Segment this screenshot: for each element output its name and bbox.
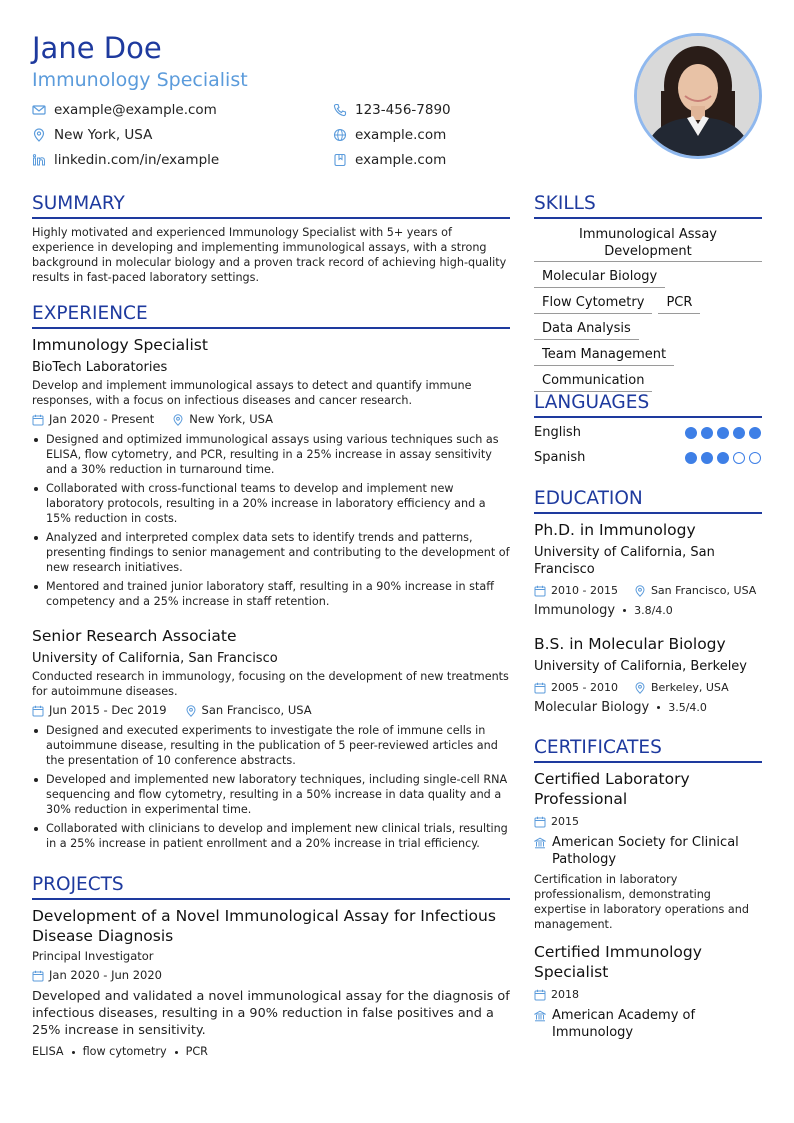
project-dates: Jan 2020 - Jun 2020 xyxy=(49,968,163,982)
calendar-icon xyxy=(534,585,546,597)
project-description: Developed and validated a novel immunological assay for the diagnosis of infectious diseases, resulting in a 90% reduction in false positives and a 25% increase in sensitivity. xyxy=(32,989,510,1038)
job-dates: Jun 2015 - Dec 2019 xyxy=(49,703,167,717)
job-title: Immunology Specialist xyxy=(32,336,208,354)
level-dot-filled xyxy=(749,427,761,439)
email-icon xyxy=(32,103,46,117)
calendar-icon xyxy=(534,989,546,1001)
location-pin-icon xyxy=(634,585,646,597)
skill-tag: Immunological Assay Development xyxy=(534,226,762,262)
profile-photo xyxy=(634,33,762,159)
bookmark-icon xyxy=(333,153,347,167)
project-tag: flow cytometry xyxy=(82,1045,167,1058)
project-tag: ELISA xyxy=(32,1045,64,1058)
skill-tag: Flow Cytometry xyxy=(534,292,652,314)
education-field-gpa xyxy=(534,602,762,619)
education-dates: 2010 - 2015 xyxy=(551,584,618,597)
education-degree: Ph.D. in Immunology xyxy=(534,521,696,539)
language-name: English xyxy=(534,425,581,440)
education-heading: EDUCATION xyxy=(534,487,762,514)
level-dot-filled xyxy=(733,427,745,439)
certificate-issuer: American Society for Clinical Pathology xyxy=(552,835,739,867)
contact-phone-text: 123-456-7890 xyxy=(355,102,451,118)
language-level-dots xyxy=(685,427,761,439)
skills-heading: SKILLS xyxy=(534,192,762,219)
calendar-icon xyxy=(32,705,44,717)
contact-linkedin[interactable] xyxy=(32,151,219,169)
job-description: Conducted research in immunology, focusing on the development of new treatments for autoimmune diseases. xyxy=(32,670,509,698)
job-location: San Francisco, USA xyxy=(201,703,312,717)
location-pin-icon xyxy=(185,705,197,717)
education-degree: B.S. in Molecular Biology xyxy=(534,635,726,653)
globe-icon xyxy=(333,128,347,142)
education-gpa: 3.5/4.0 xyxy=(668,701,707,714)
summary-heading: SUMMARY xyxy=(32,192,510,219)
languages-heading: LANGUAGES xyxy=(534,391,762,418)
candidate-title: Immunology Specialist xyxy=(32,69,248,91)
project-item xyxy=(32,906,510,1059)
location-pin-icon xyxy=(32,128,46,142)
education-school: University of California, Berkeley xyxy=(534,659,747,674)
skill-tag: Data Analysis xyxy=(534,318,639,340)
job-location: New York, USA xyxy=(189,412,274,426)
certificate-year: 2015 xyxy=(551,815,579,828)
job-bullets xyxy=(32,723,510,851)
contact-location-text: New York, USA xyxy=(54,127,153,143)
language-level-dots xyxy=(685,452,761,464)
education-item xyxy=(534,520,762,619)
education-location: San Francisco, USA xyxy=(650,584,757,597)
level-dot-filled xyxy=(685,452,697,464)
list-item: Analyzed and interpreted complex data sets to identify trends and patterns, presenting findings to senior management and contributing to the development of new research initiatives. xyxy=(32,530,510,575)
list-item: Mentored and trained junior laboratory staff, resulting in a 90% increase in staff competency and a 25% increase in staff retention. xyxy=(32,579,510,609)
education-dates: 2005 - 2010 xyxy=(551,681,618,694)
job-description: Develop and implement immunological assays to detect and quantify immune responses, with a focus on infectious diseases and cancer research. xyxy=(32,379,472,407)
education-field-gpa xyxy=(534,699,762,716)
contact-website-text: example.com xyxy=(355,127,447,143)
education-field: Molecular Biology xyxy=(534,700,650,715)
experience-heading: EXPERIENCE xyxy=(32,302,510,329)
level-dot-empty xyxy=(749,452,761,464)
job-company: BioTech Laboratories xyxy=(32,360,168,375)
job-bullets xyxy=(32,432,510,609)
job-company: University of California, San Francisco xyxy=(32,651,278,666)
institution-icon xyxy=(534,837,546,849)
skill-tag: Communication xyxy=(534,370,652,392)
certificate-description: Certification in laboratory professionalism, demonstrating expertise in laboratory operations and management. xyxy=(534,873,749,931)
institution-icon xyxy=(534,1010,546,1022)
contact-portfolio[interactable] xyxy=(333,151,446,169)
certificate-year: 2018 xyxy=(551,988,579,1001)
skill-tag: Team Management xyxy=(534,344,674,366)
contact-email[interactable] xyxy=(32,101,217,119)
education-meta xyxy=(534,583,762,598)
job-meta xyxy=(32,703,510,718)
skill-tag: PCR xyxy=(658,292,700,314)
contact-phone[interactable] xyxy=(333,101,451,119)
list-item: Designed and optimized immunological assays using various techniques such as ELISA, flow cytometry, and PCR, resulting in a 25% increase in assay sensitivity and a 30% reduction in turnaround time. xyxy=(32,432,510,477)
education-item xyxy=(534,634,762,716)
project-role: Principal Investigator xyxy=(32,949,154,963)
skills-list xyxy=(534,226,762,392)
certificate-issuer-row xyxy=(534,834,762,868)
certificate-item xyxy=(534,942,762,1041)
contact-location xyxy=(32,126,152,144)
experience-item xyxy=(32,335,510,613)
summary-text: Highly motivated and experienced Immunology Specialist with 5+ years of experience in developing and implementing immunological assays, with a strong background in molecular biology and a proven track record of achieving high-quality results in fast-paced laboratory settings. xyxy=(32,226,507,284)
location-pin-icon xyxy=(634,682,646,694)
linkedin-icon xyxy=(32,153,46,167)
certificate-title: Certified Laboratory Professional xyxy=(534,770,690,808)
experience-item xyxy=(32,626,510,855)
avatar-portrait-icon xyxy=(637,36,759,156)
skill-tag: Molecular Biology xyxy=(534,266,665,288)
job-dates: Jan 2020 - Present xyxy=(49,412,155,426)
level-dot-filled xyxy=(685,427,697,439)
contact-email-text: example@example.com xyxy=(54,102,217,118)
education-field: Immunology xyxy=(534,603,616,618)
level-dot-filled xyxy=(701,452,713,464)
calendar-icon xyxy=(32,970,44,982)
list-item: Collaborated with clinicians to develop and implement new clinical trials, resulting in a 25% increase in patient enrollment and a 20% increase in trial efficiency. xyxy=(32,821,510,851)
language-row xyxy=(534,450,761,465)
phone-icon xyxy=(333,103,347,117)
language-row xyxy=(534,425,761,440)
level-dot-filled xyxy=(701,427,713,439)
contact-linkedin-text: linkedin.com/in/example xyxy=(54,152,220,168)
education-location: Berkeley, USA xyxy=(650,681,729,694)
contact-website[interactable] xyxy=(333,126,446,144)
certificate-year-row xyxy=(534,987,762,1002)
project-tags xyxy=(32,1044,510,1059)
list-item: Collaborated with cross-functional teams to develop and implement new laboratory protocols, resulting in a 20% increase in laboratory efficiency and a 15% reduction in costs. xyxy=(32,481,510,526)
level-dot-filled xyxy=(717,427,729,439)
education-gpa: 3.8/4.0 xyxy=(634,604,673,617)
list-item: Developed and implemented new laboratory techniques, including single-cell RNA sequencing and flow cytometry, resulting in a 50% increase in data quality and a 30% reduction in experimental time. xyxy=(32,772,510,817)
job-meta xyxy=(32,412,510,427)
education-school: University of California, San Francisco xyxy=(534,545,715,577)
project-meta xyxy=(32,968,510,983)
contact-portfolio-text: example.com xyxy=(355,152,447,168)
certificate-title: Certified Immunology Specialist xyxy=(534,943,702,981)
project-tag: PCR xyxy=(185,1045,208,1058)
calendar-icon xyxy=(32,414,44,426)
project-title: Development of a Novel Immunological Assay for Infectious Disease Diagnosis xyxy=(32,907,496,945)
job-title: Senior Research Associate xyxy=(32,627,237,645)
calendar-icon xyxy=(534,816,546,828)
certificate-year-row xyxy=(534,814,762,829)
location-pin-icon xyxy=(172,414,184,426)
calendar-icon xyxy=(534,682,546,694)
certificate-issuer-row xyxy=(534,1007,762,1041)
level-dot-empty xyxy=(733,452,745,464)
certificate-issuer: American Academy of Immunology xyxy=(552,1008,696,1040)
level-dot-filled xyxy=(717,452,729,464)
education-meta xyxy=(534,680,762,695)
list-item: Designed and executed experiments to investigate the role of immune cells in autoimmune disease, resulting in the publication of 5 peer-reviewed articles and the presentation of 10 conference abstracts. xyxy=(32,723,510,768)
certificates-heading: CERTIFICATES xyxy=(534,736,762,763)
language-name: Spanish xyxy=(534,450,586,465)
certificate-item xyxy=(534,769,762,932)
candidate-name: Jane Doe xyxy=(32,31,162,65)
projects-heading: PROJECTS xyxy=(32,873,510,900)
